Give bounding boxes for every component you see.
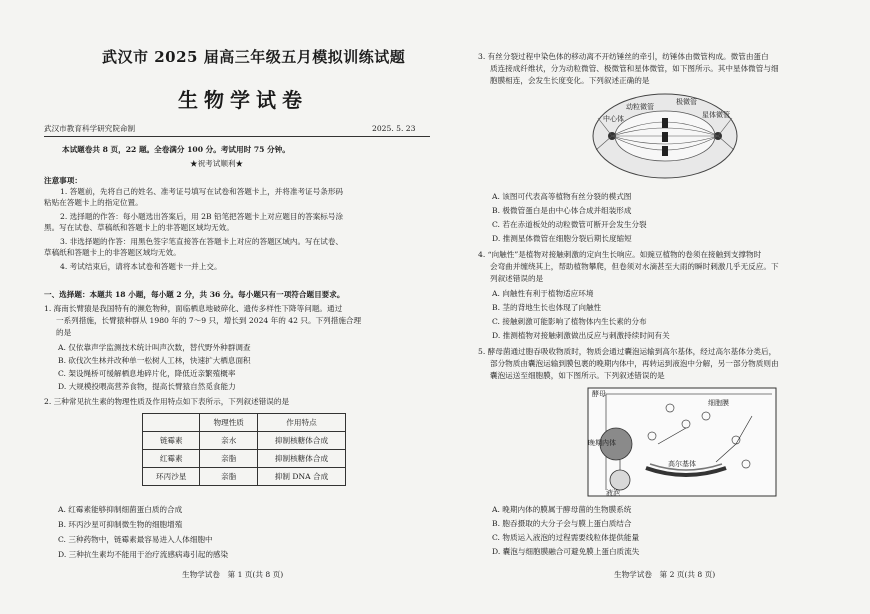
note-line: 草稿纸和答题卡上的非答题区域均无效。: [44, 248, 181, 257]
q1-option-d: D. 大规模投喂高营养食物，提高长臂猿自然觅食能力: [58, 382, 236, 391]
table-cell: 环丙沙星: [143, 468, 200, 486]
q5-stem-line: 囊泡运送至细胞膜，如下图所示。下列叙述错误的是: [490, 371, 665, 380]
note-line: 黑。写在试卷、草稿纸和答题卡上的非答题区域均无效。: [44, 223, 234, 232]
figure-label: 细胞膜: [708, 399, 729, 407]
exam-header-title: 武汉市 2025 届高三年级五月模拟训练试题: [102, 48, 406, 66]
note-line: 4. 考试结束后，请将本试卷和答题卡一并上交。: [60, 262, 222, 271]
table-header-cell: 作用特点: [257, 414, 345, 432]
section-title: 一、选择题：本题共 18 小题，每小题 2 分，共 36 分。每小题只有一项符合题目要求。: [44, 290, 345, 299]
q2-option-a: A. 红霉素能够抑制细菌蛋白质的合成: [58, 505, 183, 514]
exam-page-2: [440, 0, 870, 614]
table-header-row: [143, 414, 346, 432]
q4-option-b: B. 茎的背地生长也体现了向触性: [492, 303, 602, 312]
q3-option-a: A. 该图可代表高等植物有丝分裂的模式图: [492, 192, 632, 201]
exam-date: 2025. 5. 23: [372, 124, 416, 133]
spindle-figure: [590, 88, 740, 180]
table-header-cell: 物理性质: [200, 414, 257, 432]
note-line: 粘贴在答题卡上的指定位置。: [44, 198, 143, 207]
q1-stem-line: 1. 海南长臂猿是我国特有的濒危物种，面临栖息地破碎化、遗传多样性下降等问题。通过: [44, 304, 343, 313]
table-cell: 红霉素: [143, 450, 200, 468]
issuer-label: 武汉市教育科学研究院命制: [44, 124, 136, 133]
q3-option-b: B. 极微管蛋白是由中心体合成并组装形成: [492, 206, 632, 215]
figure-label: 动粒微管: [626, 103, 654, 111]
q5-stem-line: 部分物质由囊泡运输到膜包裹的晚期内体中，再转运到液泡中分解，另一部分物质则由: [490, 359, 779, 368]
q5-stem-line: 5. 酵母菌通过胞吞吸收物质时，物质会通过囊泡运输到高尔基体，经过高尔基体分类后，: [478, 347, 777, 356]
q4-stem-line: 4. “向触性”是植物对接触刺激的定向生长响应。如豌豆植物的卷须在接触到支撑物时: [478, 250, 762, 259]
page-footer: 生物学试卷 第 1 页(共 8 页): [182, 570, 284, 579]
note-line: 3. 非选择题的作答：用黑色签字笔直接答在答题卡上对应的答题区域内。写在试卷、: [60, 237, 344, 246]
q4-option-c: C. 接触刺激可能影响了植物体内生长素的分布: [492, 317, 647, 326]
table-header-cell: [143, 414, 200, 432]
table-cell: 亲脂: [200, 450, 257, 468]
q1-option-b: B. 砍伐次生林并改种单一松树人工林，快速扩大栖息面积: [58, 356, 251, 365]
table-row: [143, 468, 346, 486]
q3-stem-line: 3. 有丝分裂过程中染色体的移动离不开纺锤丝的牵引，纺锤体由微管构成。微管由蛋白: [478, 52, 769, 61]
table-cell: 链霉素: [143, 432, 200, 450]
q4-option-a: A. 向触性有利于植物适应环境: [492, 289, 594, 298]
q1-stem-line: 一系列措施，长臂猿种群从 1980 年的 7～9 只，增长到 2024 年的 42 只。下列措施合理: [56, 316, 362, 325]
exam-info: 本试题卷共 8 页，22 题。全卷满分 100 分。考试用时 75 分钟。: [62, 145, 290, 154]
q4-stem-line: 列叙述错误的是: [490, 274, 544, 283]
q3-stem-line: 胞膜相连，会发生长度变化。下列叙述正确的是: [490, 76, 650, 85]
table-row: [143, 432, 346, 450]
q4-stem-line: 会弯曲并缠绕其上，帮助植物攀爬，但卷须对水滴甚至大雨的瞬时刺激几乎无反应。下: [490, 262, 779, 271]
header-rule: [44, 136, 430, 137]
q2-option-c: C. 三种药物中，链霉素最容易进入人体细胞中: [58, 535, 213, 544]
q5-option-b: B. 胞吞摄取的大分子会与膜上蛋白质结合: [492, 519, 632, 528]
table-cell: 抑制核糖体合成: [257, 450, 345, 468]
q5-option-a: A. 晚期内体的膜属于酵母菌的生物膜系统: [492, 505, 632, 514]
q2-stem: 2. 三种常见抗生素的物理性质及作用特点如下表所示，下列叙述错误的是: [44, 397, 290, 406]
table-cell: 亲脂: [200, 468, 257, 486]
table-row: [143, 450, 346, 468]
q1-stem-line: 的是: [56, 328, 72, 337]
figure-label: 液泡: [606, 489, 620, 497]
q4-option-d: D. 推测植物对接触刺激做出反应与刺激持续时间有关: [492, 331, 670, 340]
antibiotic-table: [142, 413, 346, 486]
q3-option-c: C. 若在赤道板处的动粒微管可断开会发生分裂: [492, 220, 647, 229]
figure-label: 酵母: [592, 390, 606, 398]
page-footer: 生物学试卷 第 2 页(共 8 页): [614, 570, 716, 579]
q1-option-c: C. 架设绳桥可缓解栖息地碎片化，降低近亲繁殖概率: [58, 369, 236, 378]
subject-title: 生物学试卷: [178, 88, 308, 112]
q2-option-b: B. 环丙沙星可抑制微生物的细胞增殖: [58, 520, 183, 529]
figure-label: 中心体: [603, 115, 624, 123]
figure-label: 晚期内体: [588, 439, 616, 447]
q3-option-d: D. 推测星体微管在细胞分裂后期长度缩短: [492, 234, 632, 243]
figure-label: 高尔基体: [668, 460, 696, 468]
notes-title: 注意事项：: [44, 176, 82, 185]
q5-option-c: C. 物质运入液泡的过程需要线粒体提供能量: [492, 533, 640, 542]
q5-option-d: D. 囊泡与细胞膜融合可避免膜上蛋白质流失: [492, 547, 640, 556]
figure-label: 星体微管: [702, 111, 730, 119]
q1-option-a: A. 仅依靠声学监测技术统计叫声次数，替代野外种群调查: [58, 343, 251, 352]
table-cell: 抑制核糖体合成: [257, 432, 345, 450]
table-cell: 抑制 DNA 合成: [257, 468, 345, 486]
q3-stem-line: 质连接成纤维状，分为动粒微管、极微管和星体微管，如下图所示。其中星体微管与细: [490, 64, 779, 73]
table-cell: 亲水: [200, 432, 257, 450]
good-luck-wish: ★祝考试顺利★: [190, 159, 244, 168]
q2-option-d: D. 三种抗生素均不能用于治疗流感病毒引起的感染: [58, 550, 229, 559]
note-line: 2. 选择题的作答：每小题选出答案后，用 2B 铅笔把答题卡上对应题目的答案标号涂: [60, 212, 344, 221]
note-line: 1. 答题前，先将自己的姓名、准考证号填写在试卷和答题卡上，并将准考证号条形码: [60, 187, 344, 196]
figure-label: 极微管: [676, 98, 697, 106]
